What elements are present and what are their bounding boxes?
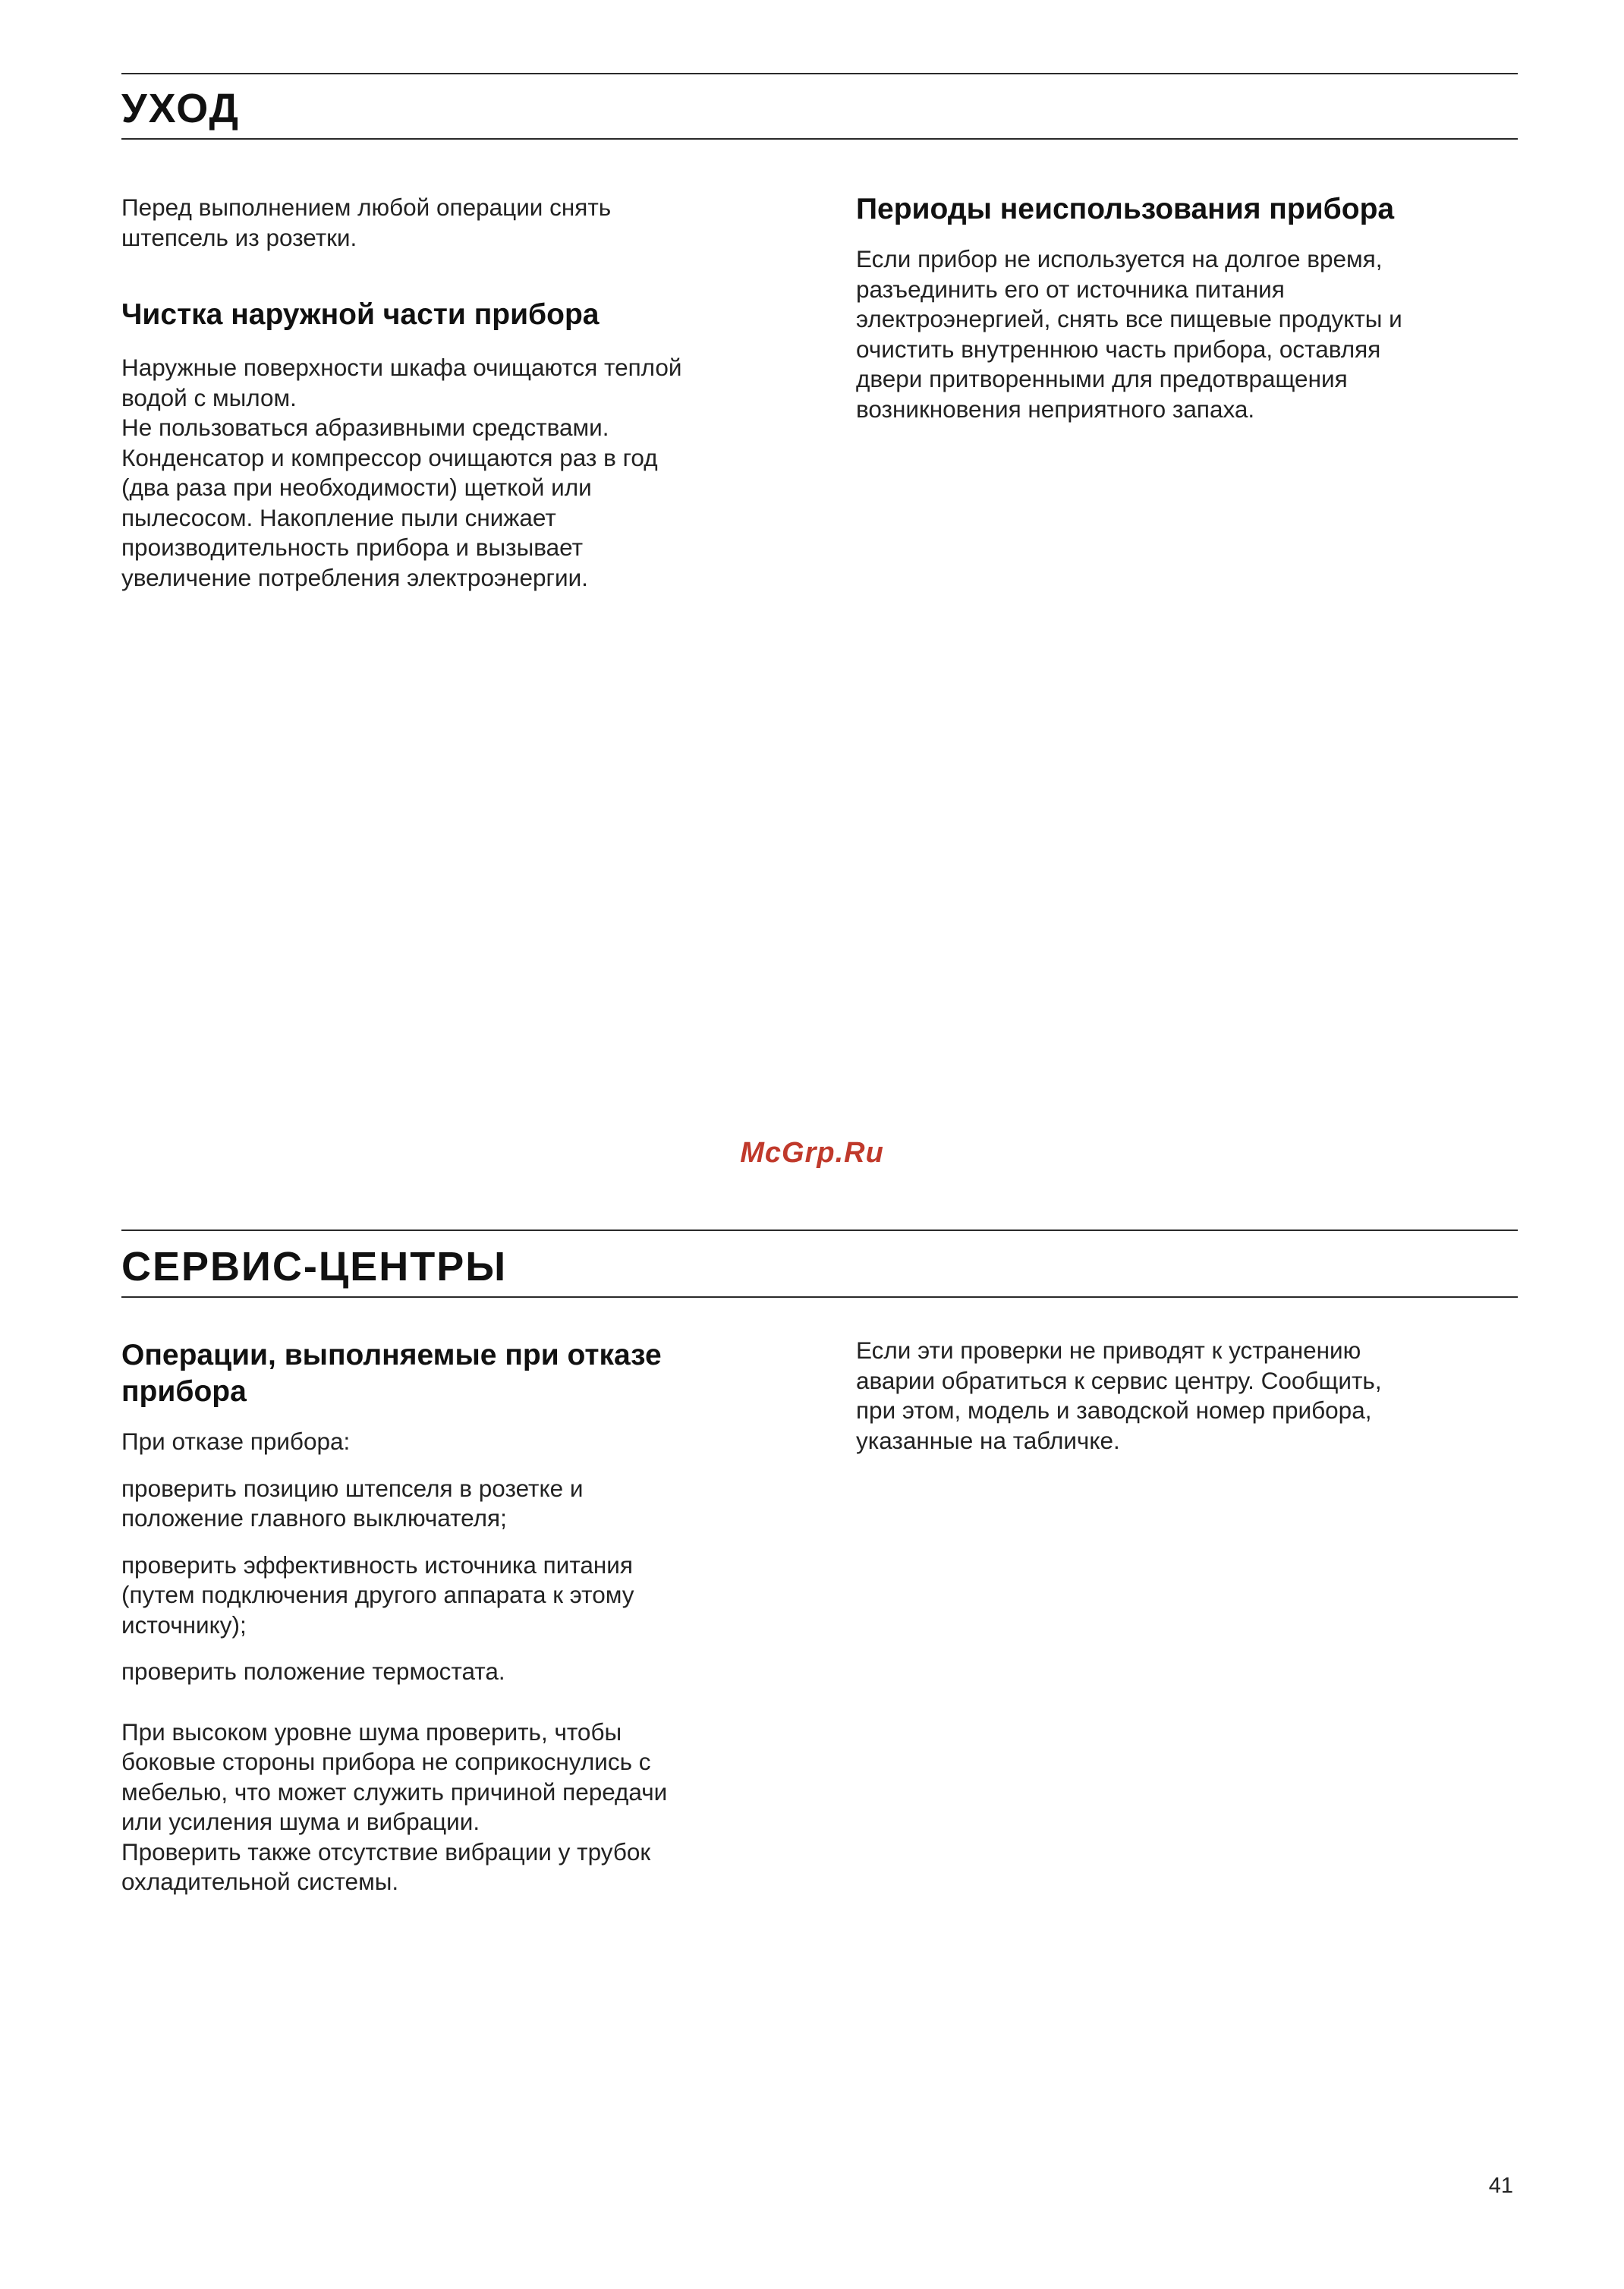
service-left-column [121,1337,789,1897]
service-top-rule [121,1230,1518,1231]
page-number: 41 [1488,2174,1513,2198]
exterior-cleaning-text: Наружные поверхности шкафа очищаются теплой водой с мылом. Не пользоваться абразивными средствами. Конденсатор и компрессор очищаются раз в год (два раза при необходимости) щеткой или пылесосом. Накопление пыли снижает производительность прибора и вызывает увеличение потребления электроэнергии. [121,354,682,591]
care-top-rule [121,73,1518,74]
failure-operations-heading: Операции, выполняемые при отказе прибора [121,1339,662,1408]
exterior-cleaning-heading: Чистка наружной части прибора [121,298,600,331]
noise-check-text: При высоком уровне шума проверить, чтобы боковые стороны прибора не соприкоснулись с мебелью, что может служить причиной передачи или усиления шума и вибрации. Проверить также отсутствие вибрации у трубок охладительной системы. [121,1718,668,1895]
care-intro-text: Перед выполнением любой операции снять штепсель из розетки. [121,194,612,251]
check-plug-step: проверить позицию штепселя в розетке и положение главного выключателя; [121,1474,584,1532]
service-right-column [856,1336,1524,1456]
idle-periods-text: Если прибор не используется на долгое время, разъединить его от источника питания электроэнергией, снять все пищевые продукты и очистить внутреннюю часть прибора, оставляя двери притворенными для предотвращения возникновения неприятного запаха. [856,245,1402,423]
care-right-column [856,191,1524,424]
care-bottom-rule [121,138,1518,140]
check-power-step: проверить эффективность источника питания (путем подключения другого аппарата к этому источнику); [121,1551,634,1639]
service-bottom-rule [121,1296,1518,1298]
idle-periods-heading: Периоды неиспользования прибора [856,193,1395,225]
check-thermostat-step: проверить положение термостата. [121,1658,505,1685]
service-section-title: СЕРВИС-ЦЕНТРЫ [121,1244,508,1289]
watermark: McGrp.Ru [740,1137,884,1169]
care-section-title: УХОД [121,86,240,131]
failure-lead-text: При отказе прибора: [121,1428,351,1455]
care-left-column [121,193,789,593]
service-contact-text: Если эти проверки не приводят к устранению аварии обратиться к сервис центру. Сообщить, при этом, модель и заводской номер прибора, указанные на табличке. [856,1337,1382,1454]
